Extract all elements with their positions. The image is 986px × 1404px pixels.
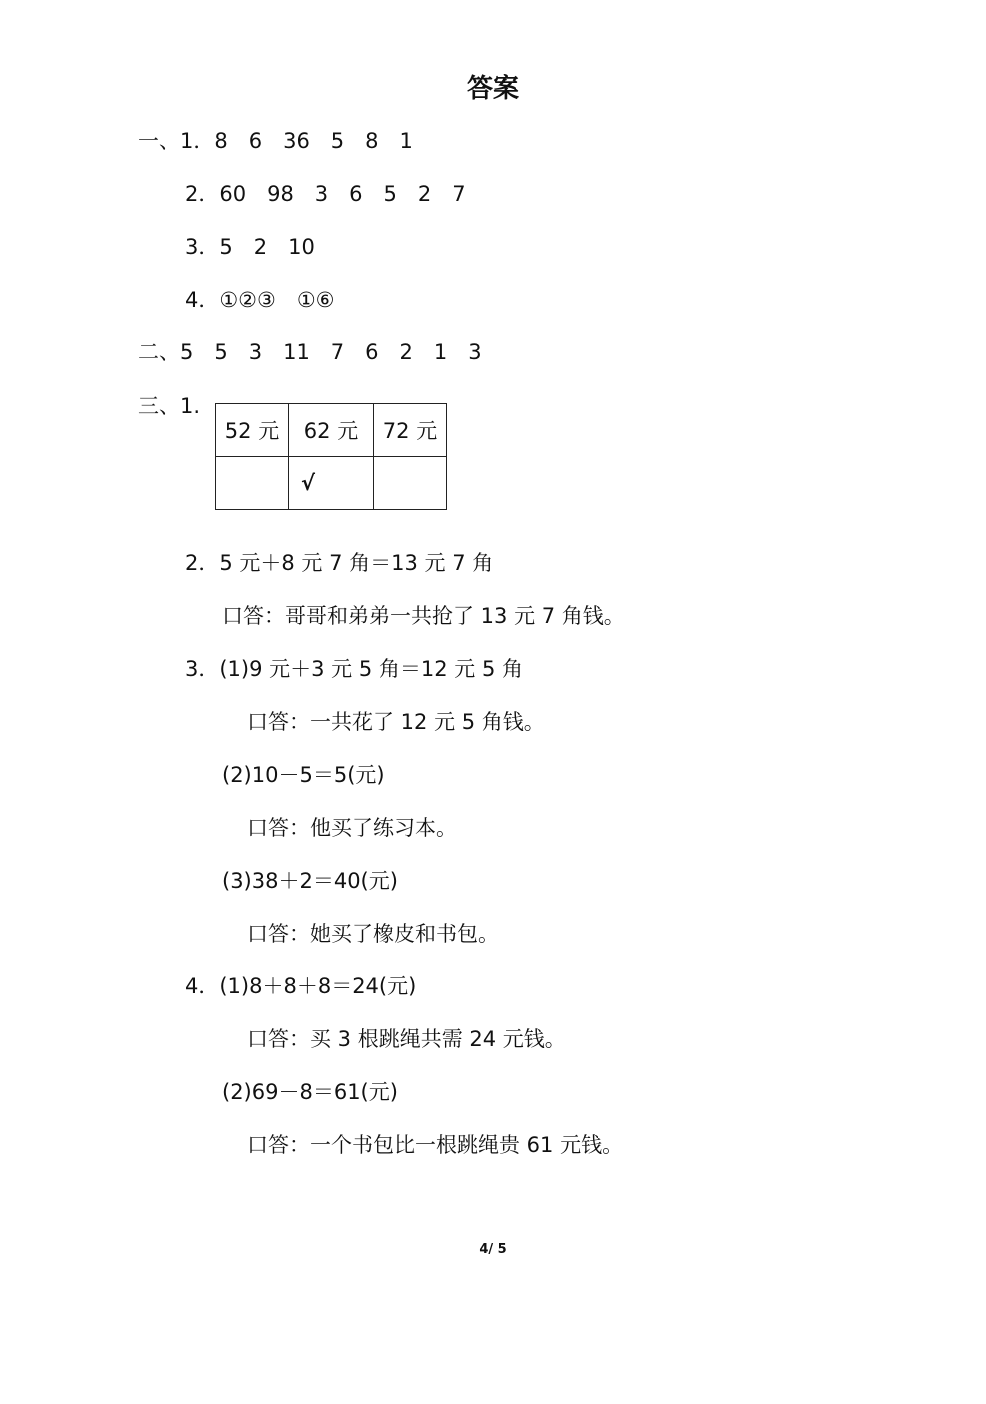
- answer-line: 2．5 元＋8 元 7 角＝13 元 7 角: [185, 551, 494, 575]
- answer-line: 4．(1)8＋8＋8＝24(元): [185, 974, 417, 998]
- answer-line: 口答：买 3 根跳绳共需 24 元钱。: [247, 1027, 566, 1051]
- price-header: 62 元: [289, 404, 374, 457]
- answer-line: 口答：一个书包比一根跳绳贵 61 元钱。: [247, 1133, 624, 1157]
- price-mark: √: [289, 457, 374, 510]
- answer-line: 3．5 2 10: [185, 235, 315, 259]
- answer-line: (3)38＋2＝40(元): [222, 869, 398, 893]
- answer-line: 口答：一共花了 12 元 5 角钱。: [247, 710, 545, 734]
- price-header: 52 元: [216, 404, 289, 457]
- page-title: 答案: [466, 74, 519, 104]
- answer-line: 三、1.: [138, 394, 201, 418]
- answer-line: 口答：哥哥和弟弟一共抢了 13 元 7 角钱。: [222, 604, 625, 628]
- price-mark: [216, 457, 289, 510]
- answer-line: 一、1．8 6 36 5 8 1: [138, 129, 413, 153]
- answer-line: (2)69－8＝61(元): [222, 1080, 398, 1104]
- answer-line: 口答：他买了练习本。: [247, 816, 457, 840]
- price-header: 72 元: [374, 404, 447, 457]
- price-mark: [374, 457, 447, 510]
- answer-line: 3．(1)9 元＋3 元 5 角＝12 元 5 角: [185, 657, 523, 681]
- answer-line: 4．①②③ ①⑥: [185, 288, 335, 312]
- answer-line: 2．60 98 3 6 5 2 7: [185, 182, 466, 206]
- answer-line: (2)10－5＝5(元): [222, 763, 385, 787]
- price-table: [215, 403, 447, 510]
- answer-line: 二、5 5 3 11 7 6 2 1 3: [138, 340, 482, 364]
- answer-line: 口答：她买了橡皮和书包。: [247, 922, 499, 946]
- page-number: 4/ 5: [479, 1242, 507, 1257]
